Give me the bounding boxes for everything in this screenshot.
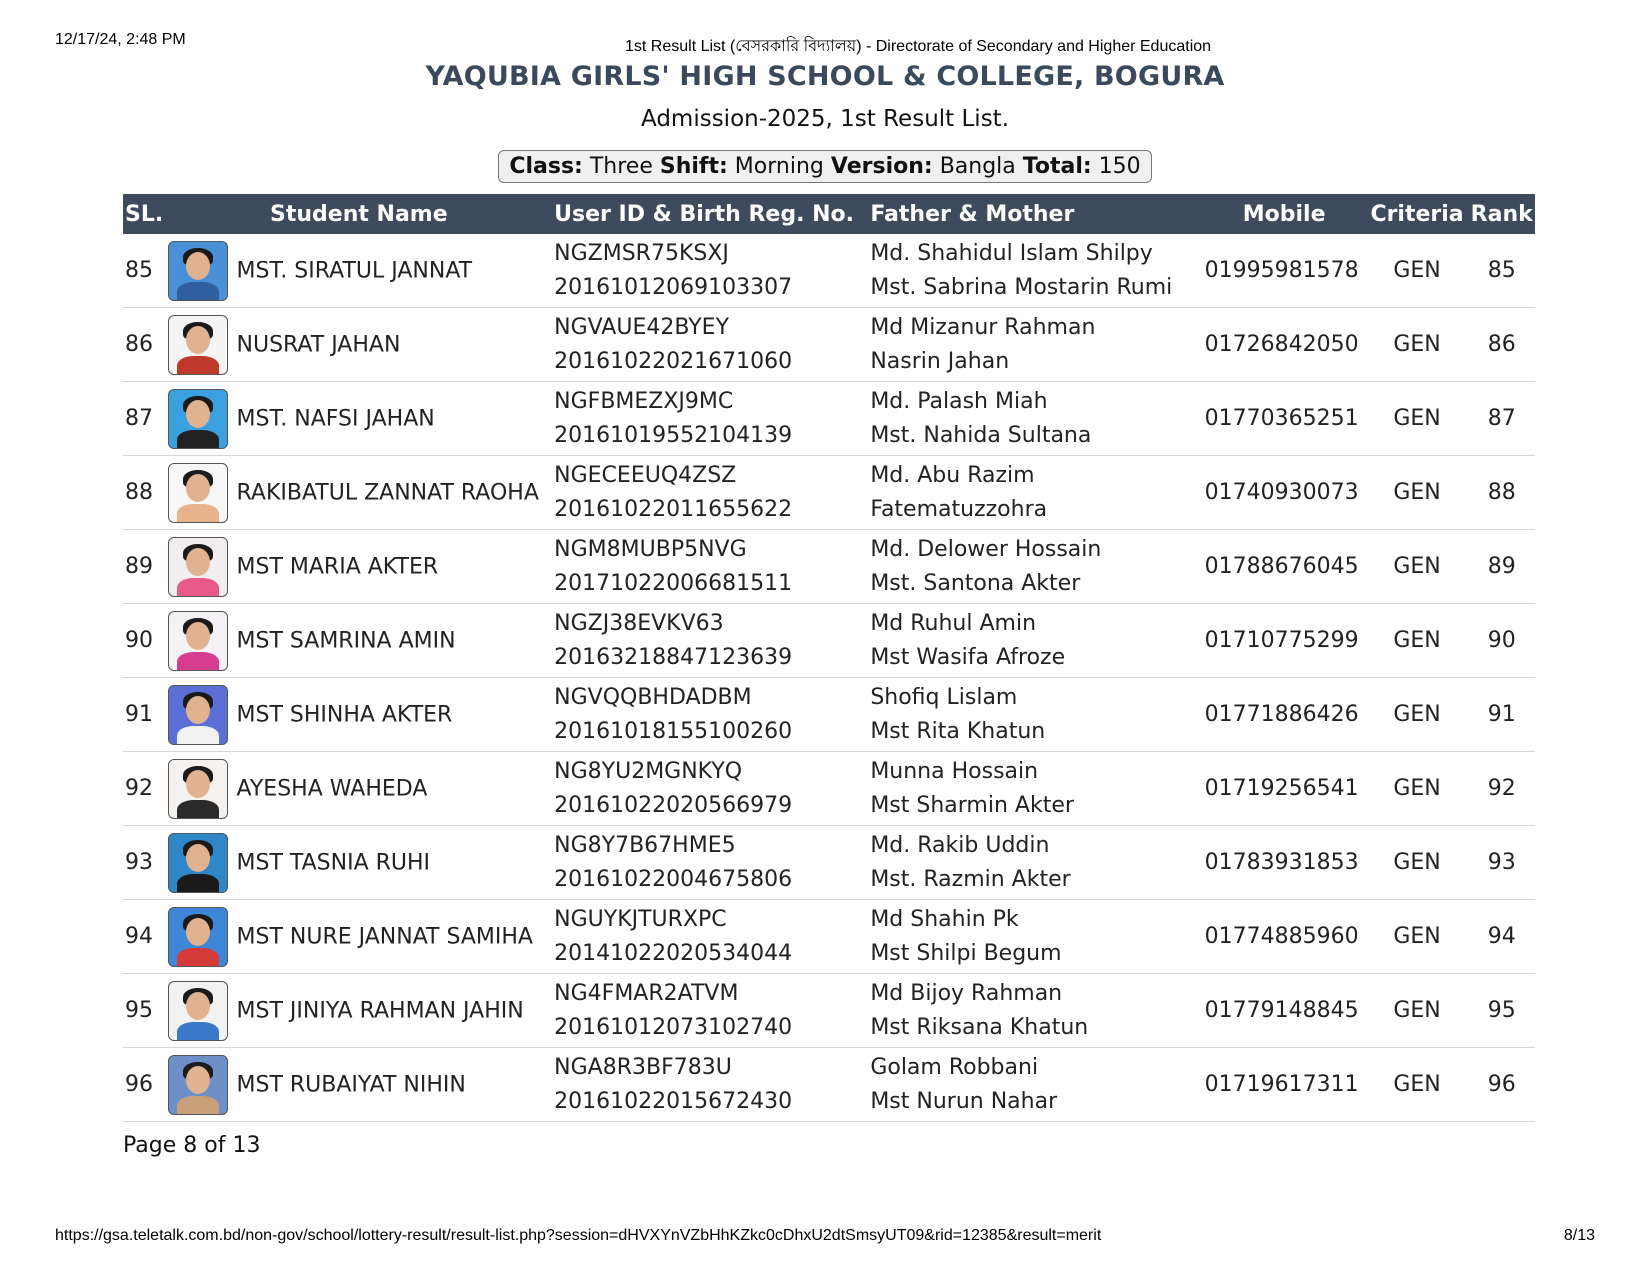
user-id: NGUYKJTURXPC: [554, 906, 727, 932]
father-name: Md Bijoy Rahman: [870, 980, 1063, 1006]
father-name: Md Mizanur Rahman: [870, 314, 1096, 340]
print-title: 1st Result List (বেসরকারি বিদ্যালয়) - Directorate of Secondary and Higher Education: [625, 38, 1212, 55]
row-student: [166, 1048, 553, 1122]
class-label: Class:: [509, 154, 583, 179]
mother-name: Nasrin Jahan: [870, 348, 1010, 374]
row-mobile: 01995981578: [1203, 234, 1366, 308]
student-photo-icon: [168, 759, 228, 819]
row-rank: 91: [1468, 678, 1535, 752]
student-photo-icon: [168, 315, 228, 375]
header-criteria: Criteria: [1366, 194, 1469, 234]
student-name: AYESHA WAHEDA: [236, 776, 428, 801]
table-body: [123, 234, 1535, 1122]
student-photo-icon: [168, 611, 228, 671]
father-name: Md Shahin Pk: [870, 906, 1019, 932]
row-criteria: GEN: [1366, 1048, 1469, 1122]
table-row: [123, 382, 1535, 456]
birth-reg-no: 20161019552104139: [554, 422, 793, 448]
row-sl: 88: [123, 456, 166, 530]
father-name: Md. Palash Miah: [870, 388, 1048, 414]
birth-reg-no: 20161022020566979: [554, 792, 793, 818]
student-photo-icon: [168, 685, 228, 745]
student-name: MST. SIRATUL JANNAT: [236, 258, 473, 283]
row-ids: [552, 382, 868, 456]
row-parents: [868, 900, 1202, 974]
student-photo-icon: [168, 389, 228, 449]
row-rank: 95: [1468, 974, 1535, 1048]
row-ids: [552, 752, 868, 826]
mother-name: Mst Shilpi Begum: [870, 940, 1062, 966]
print-header: [55, 31, 1595, 55]
student-name: NUSRAT JAHAN: [236, 332, 401, 357]
row-student: [166, 234, 553, 308]
row-ids: [552, 900, 868, 974]
table-row: [123, 974, 1535, 1048]
row-rank: 94: [1468, 900, 1535, 974]
father-name: Md. Abu Razim: [870, 462, 1035, 488]
father-name: Shofiq Lislam: [870, 684, 1018, 710]
info-box-wrap: [0, 150, 1650, 183]
row-sl: 92: [123, 752, 166, 826]
table-row: [123, 826, 1535, 900]
row-criteria: GEN: [1366, 456, 1469, 530]
user-id: NG8Y7B67HME5: [554, 832, 736, 858]
row-ids: [552, 974, 868, 1048]
row-student: [166, 308, 553, 382]
row-rank: 92: [1468, 752, 1535, 826]
student-name: MST. NAFSI JAHAN: [236, 406, 435, 431]
row-student: [166, 826, 553, 900]
row-rank: 85: [1468, 234, 1535, 308]
row-ids: [552, 604, 868, 678]
user-id: NGVAUE42BYEY: [554, 314, 730, 340]
row-student: [166, 456, 553, 530]
birth-reg-no: 20141022020534044: [554, 940, 793, 966]
header-student-name: Student Name: [166, 194, 553, 234]
table-row: [123, 456, 1535, 530]
birth-reg-no: 20161022021671060: [554, 348, 793, 374]
row-student: [166, 604, 553, 678]
birth-reg-no: 20161022015672430: [554, 1088, 793, 1114]
student-photo-icon: [168, 981, 228, 1041]
header-user-id: User ID & Birth Reg. No.: [552, 194, 868, 234]
row-rank: 88: [1468, 456, 1535, 530]
total-label: Total:: [1022, 154, 1092, 179]
birth-reg-no: 20161018155100260: [554, 718, 793, 744]
shift-value: Morning: [734, 154, 824, 179]
father-name: Golam Robbani: [870, 1054, 1039, 1080]
table-row: [123, 900, 1535, 974]
row-mobile: 01719617311: [1203, 1048, 1366, 1122]
row-parents: [868, 1048, 1202, 1122]
row-rank: 89: [1468, 530, 1535, 604]
row-student: [166, 678, 553, 752]
user-id: NGA8R3BF783U: [554, 1054, 732, 1080]
mother-name: Mst Rita Khatun: [870, 718, 1046, 744]
father-name: Md. Delower Hossain: [870, 536, 1102, 562]
row-sl: 87: [123, 382, 166, 456]
birth-reg-no: 20161012073102740: [554, 1014, 793, 1040]
row-sl: 93: [123, 826, 166, 900]
user-id: NG8YU2MGNKYQ: [554, 758, 743, 784]
row-sl: 96: [123, 1048, 166, 1122]
row-parents: [868, 382, 1202, 456]
version-label: Version:: [830, 154, 933, 179]
table-row: [123, 1048, 1535, 1122]
student-name: MST MARIA AKTER: [236, 554, 439, 579]
row-mobile: 01788676045: [1203, 530, 1366, 604]
row-ids: [552, 530, 868, 604]
row-criteria: GEN: [1366, 308, 1469, 382]
shift-label: Shift:: [659, 154, 728, 179]
row-sl: 85: [123, 234, 166, 308]
row-ids: [552, 826, 868, 900]
row-parents: [868, 604, 1202, 678]
mother-name: Mst. Nahida Sultana: [870, 422, 1092, 448]
table-row: [123, 752, 1535, 826]
row-ids: [552, 456, 868, 530]
student-name: MST TASNIA RUHI: [236, 850, 431, 875]
print-date: 12/17/24, 2:48 PM: [55, 31, 186, 48]
student-photo-icon: [168, 1055, 228, 1115]
birth-reg-no: 20161012069103307: [554, 274, 793, 300]
row-parents: [868, 530, 1202, 604]
header-sl: SL.: [123, 194, 166, 234]
table-row: [123, 234, 1535, 308]
header-parents: Father & Mother: [868, 194, 1202, 234]
row-sl: 89: [123, 530, 166, 604]
row-ids: [552, 308, 868, 382]
mother-name: Mst Nurun Nahar: [870, 1088, 1058, 1114]
row-mobile: 01719256541: [1203, 752, 1366, 826]
total-value: 150: [1098, 154, 1141, 179]
page-url: https://gsa.teletalk.com.bd/non-gov/school/lottery-result/result-list.php?session=dHVXYnVZbHhKZkc0cDhxU2dtSmsyUT09&rid=12385&result=merit: [55, 1227, 1102, 1244]
row-mobile: 01779148845: [1203, 974, 1366, 1048]
mother-name: Mst. Sabrina Mostarin Rumi: [870, 274, 1173, 300]
student-photo-icon: [168, 241, 228, 301]
row-ids: [552, 678, 868, 752]
birth-reg-no: 20163218847123639: [554, 644, 793, 670]
row-parents: [868, 678, 1202, 752]
user-id: NG4FMAR2ATVM: [554, 980, 739, 1006]
table-header-row: [123, 194, 1535, 234]
birth-reg-no: 20161022011655622: [554, 496, 793, 522]
row-rank: 86: [1468, 308, 1535, 382]
mother-name: Mst Sharmin Akter: [870, 792, 1074, 818]
student-photo-icon: [168, 833, 228, 893]
student-name: MST RUBAIYAT NIHIN: [236, 1072, 466, 1097]
row-sl: 94: [123, 900, 166, 974]
student-name: RAKIBATUL ZANNAT RAOHA: [236, 480, 539, 505]
result-table: [123, 194, 1535, 1122]
birth-reg-no: 20161022004675806: [554, 866, 793, 892]
print-footer: [55, 1227, 1595, 1247]
mother-name: Mst. Santona Akter: [870, 570, 1081, 596]
row-ids: [552, 234, 868, 308]
student-photo-icon: [168, 463, 228, 523]
student-name: MST SHINHA AKTER: [236, 702, 453, 727]
row-mobile: 01770365251: [1203, 382, 1366, 456]
student-photo-icon: [168, 907, 228, 967]
student-name: MST JINIYA RAHMAN JAHIN: [236, 998, 524, 1023]
father-name: Md. Rakib Uddin: [870, 832, 1050, 858]
school-name: YAQUBIA GIRLS' HIGH SCHOOL & COLLEGE, BOGURA: [425, 61, 1225, 92]
row-student: [166, 900, 553, 974]
father-name: Md. Shahidul Islam Shilpy: [870, 240, 1153, 266]
row-parents: [868, 456, 1202, 530]
row-criteria: GEN: [1366, 678, 1469, 752]
row-student: [166, 974, 553, 1048]
class-value: Three: [589, 154, 653, 179]
class-info-box: [498, 150, 1151, 183]
father-name: Munna Hossain: [870, 758, 1039, 784]
user-id: NGFBMEZXJ9MC: [554, 388, 734, 414]
row-student: [166, 530, 553, 604]
row-rank: 93: [1468, 826, 1535, 900]
table-row: [123, 308, 1535, 382]
table-row: [123, 530, 1535, 604]
row-criteria: GEN: [1366, 826, 1469, 900]
mother-name: Mst Wasifa Afroze: [870, 644, 1066, 670]
father-name: Md Ruhul Amin: [870, 610, 1037, 636]
row-criteria: GEN: [1366, 234, 1469, 308]
row-student: [166, 752, 553, 826]
table-row: [123, 678, 1535, 752]
row-sl: 90: [123, 604, 166, 678]
row-criteria: GEN: [1366, 530, 1469, 604]
user-id: NGZMSR75KSXJ: [554, 240, 729, 266]
row-rank: 90: [1468, 604, 1535, 678]
student-name: MST NURE JANNAT SAMIHA: [236, 924, 533, 949]
version-value: Bangla: [939, 154, 1016, 179]
mother-name: Fatematuzzohra: [870, 496, 1048, 522]
row-ids: [552, 1048, 868, 1122]
row-sl: 86: [123, 308, 166, 382]
row-parents: [868, 752, 1202, 826]
student-photo-icon: [168, 537, 228, 597]
row-student: [166, 382, 553, 456]
row-sl: 91: [123, 678, 166, 752]
row-parents: [868, 234, 1202, 308]
row-mobile: 01726842050: [1203, 308, 1366, 382]
row-parents: [868, 826, 1202, 900]
mother-name: Mst. Razmin Akter: [870, 866, 1071, 892]
mother-name: Mst Riksana Khatun: [870, 1014, 1089, 1040]
row-mobile: 01774885960: [1203, 900, 1366, 974]
row-criteria: GEN: [1366, 900, 1469, 974]
user-id: NGM8MUBP5NVG: [554, 536, 747, 562]
birth-reg-no: 20171022006681511: [554, 570, 793, 596]
row-criteria: GEN: [1366, 752, 1469, 826]
row-mobile: 01740930073: [1203, 456, 1366, 530]
print-page-count: 8/13: [1563, 1227, 1595, 1244]
user-id: NGECEEUQ4ZSZ: [554, 462, 737, 488]
row-criteria: GEN: [1366, 604, 1469, 678]
row-criteria: GEN: [1366, 974, 1469, 1048]
row-parents: [868, 308, 1202, 382]
result-list-subtitle: Admission-2025, 1st Result List.: [640, 106, 1010, 132]
row-mobile: 01783931853: [1203, 826, 1366, 900]
page-number: Page 8 of 13: [123, 1133, 261, 1158]
row-parents: [868, 974, 1202, 1048]
user-id: NGZJ38EVKV63: [554, 610, 724, 636]
student-name: MST SAMRINA AMIN: [236, 628, 456, 653]
row-mobile: 01771886426: [1203, 678, 1366, 752]
row-sl: 95: [123, 974, 166, 1048]
row-rank: 96: [1468, 1048, 1535, 1122]
header-rank: Rank: [1468, 194, 1535, 234]
row-mobile: 01710775299: [1203, 604, 1366, 678]
user-id: NGVQQBHDADBM: [554, 684, 752, 710]
row-rank: 87: [1468, 382, 1535, 456]
table-row: [123, 604, 1535, 678]
header-mobile: Mobile: [1203, 194, 1366, 234]
row-criteria: GEN: [1366, 382, 1469, 456]
